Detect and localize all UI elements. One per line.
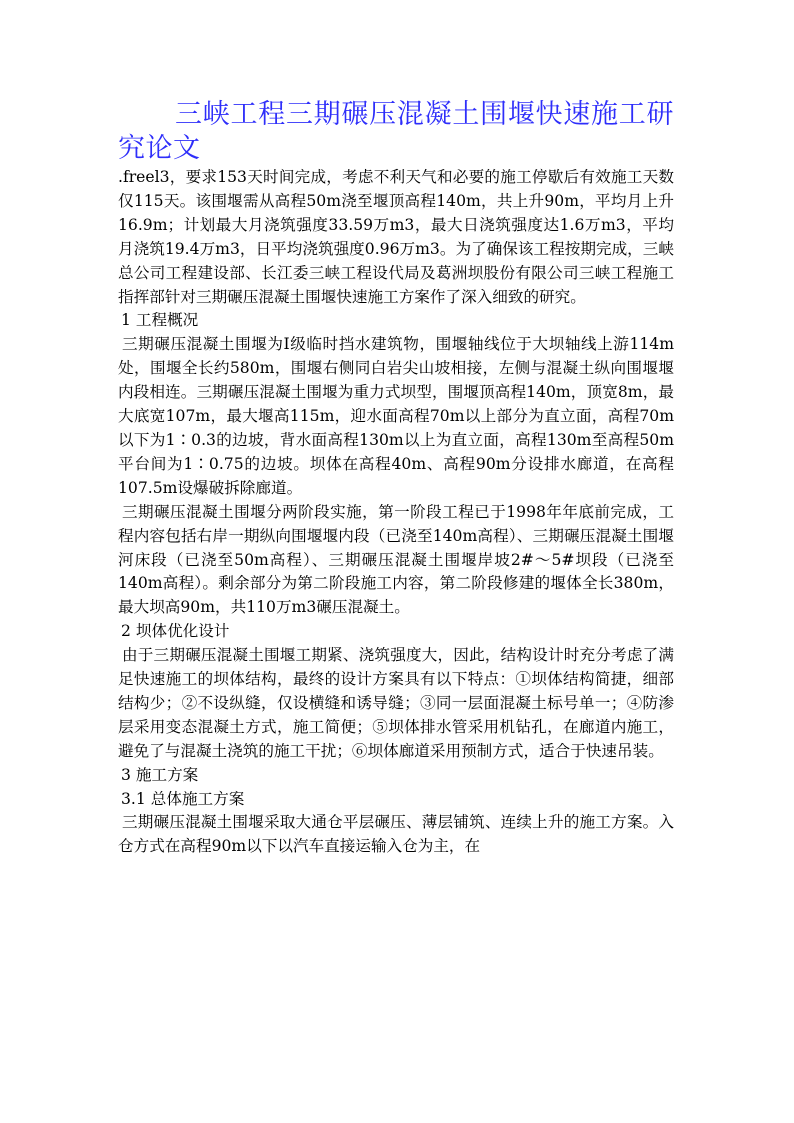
design-paragraph-1: 由于三期碾压混凝土围堰工期紧、浇筑强度大，因此，结构设计时充分考虑了满足快速施工的坝体结构，最终的设计方案具有以下特点：①坝体结构简捷，细部结构少；②不设纵缝，仅设横缝和诱导缝；③同一层面混凝土标号单一；④防渗层采用变态混凝土方式，施工简便；⑤坝体排水管采用机钻孔，在廊道内施工，避免了与混凝土浇筑的施工干扰；⑥坝体廊道采用预制方式，适合于快速吊装。 [118, 646, 674, 760]
section-heading-design: 2 坝体优化设计 [121, 622, 230, 641]
overview-paragraph-1: 三期碾压混凝土围堰为Ⅰ级临时挡水建筑物，围堰轴线位于大坝轴线上游114m处，围堰全长约580m，围堰右侧同白岩尖山坡相接，左侧与混凝土纵向围堰堰内段相连。三期碾压混凝土围堰为重力式坝型，围堰顶高程140m，顶宽8m，最大底宽107m，最大堰高115m，迎水面高程70m以上部分为直立面，高程70m以下为1∶0.3的边坡，背水面高程130m以上为直立面，高程130m至高程50m平台间为1∶0.75的边坡。坝体在高程40m、高程90m分设排水廊道，在高程107.5m设爆破拆除廊道。 [118, 335, 674, 497]
construction-paragraph-1: 三期碾压混凝土围堰采取大通仓平层碾压、薄层铺筑、连续上升的施工方案。入仓方式在高程90m以下以汽车直接运输入仓为主，在 [118, 813, 674, 856]
intro-paragraph: .freel3，要求153天时间完成，考虑不利天气和必要的施工停歇后有效施工天数仅115天。该围堰需从高程50m浇至堰顶高程140m，共上升90m，平均月上升16.9m；计划最大月浇筑强度33.59万m3，最大日浇筑强度达1.6万m3，平均月浇筑19.4万m3，日平均浇筑强度0.96万m3。为了确保该工程按期完成，三峡总公司工程建设部、长江委三峡工程设代局及葛洲坝股份有限公司三峡工程施工指挥部针对三期碾压混凝土围堰快速施工方案作了深入细致的研究。 [118, 168, 674, 306]
section-heading-overview: 1 工程概况 [121, 311, 199, 330]
document-page [118, 98, 674, 859]
section-heading-construction: 3 施工方案 [121, 765, 199, 784]
overview-paragraph-2: 三期碾压混凝土围堰分两阶段实施，第一阶段工程已于1998年年底前完成，工程内容包括右岸一期纵向围堰堰内段（已浇至140m高程）、三期碾压混凝土围堰河床段（已浇至50m高程）、三期碾压混凝土围堰岸坡2#～5#坝段（已浇至140m高程）。剩余部分为第二阶段施工内容，第二阶段修建的堰体全长380m，最大坝高90m，共110万m3碾压混凝土。 [118, 502, 674, 617]
subsection-heading-overall-plan: 3.1 总体施工方案 [121, 789, 245, 808]
document-title: 三峡工程三期碾压混凝土围堰快速施工研究论文 [118, 99, 674, 164]
